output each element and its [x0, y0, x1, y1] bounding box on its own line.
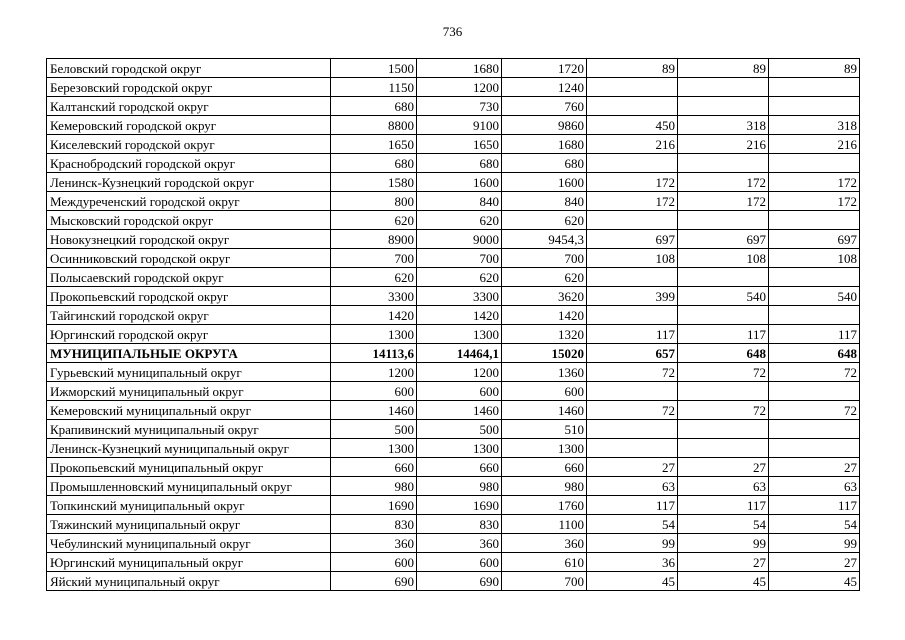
value-cell-v5: 172: [678, 192, 769, 211]
value-cell-v3: 3620: [502, 287, 587, 306]
value-cell-v6: 99: [769, 534, 860, 553]
value-cell-v6: 108: [769, 249, 860, 268]
value-cell-v1: 700: [331, 249, 417, 268]
row-name-cell: Прокопьевский муниципальный округ: [47, 458, 331, 477]
value-cell-v6: 697: [769, 230, 860, 249]
row-name-cell: Новокузнецкий городской округ: [47, 230, 331, 249]
row-name-cell: Киселевский городской округ: [47, 135, 331, 154]
value-cell-v1: 600: [331, 382, 417, 401]
value-cell-v6: [769, 420, 860, 439]
table-row: [47, 401, 860, 420]
row-name-cell: Гурьевский муниципальный округ: [47, 363, 331, 382]
value-cell-v2: 1200: [417, 78, 502, 97]
value-cell-v2: 730: [417, 97, 502, 116]
value-cell-v3: 9454,3: [502, 230, 587, 249]
value-cell-v1: 660: [331, 458, 417, 477]
value-cell-v4: 72: [587, 363, 678, 382]
value-cell-v4: [587, 78, 678, 97]
value-cell-v6: 216: [769, 135, 860, 154]
value-cell-v1: 980: [331, 477, 417, 496]
value-cell-v4: [587, 154, 678, 173]
value-cell-v6: 89: [769, 59, 860, 78]
value-cell-v3: 1680: [502, 135, 587, 154]
value-cell-v4: 657: [587, 344, 678, 363]
table-row: [47, 249, 860, 268]
value-cell-v2: 1420: [417, 306, 502, 325]
table-row: [47, 97, 860, 116]
value-cell-v1: 3300: [331, 287, 417, 306]
value-cell-v1: 1650: [331, 135, 417, 154]
table-row: [47, 173, 860, 192]
value-cell-v1: 1500: [331, 59, 417, 78]
data-table: [46, 58, 860, 591]
value-cell-v2: 600: [417, 382, 502, 401]
row-name-cell: Промышленновский муниципальный округ: [47, 477, 331, 496]
value-cell-v3: 680: [502, 154, 587, 173]
value-cell-v5: 216: [678, 135, 769, 154]
row-name-cell: Тяжинский муниципальный округ: [47, 515, 331, 534]
value-cell-v4: 450: [587, 116, 678, 135]
value-cell-v2: 690: [417, 572, 502, 591]
value-cell-v4: [587, 97, 678, 116]
value-cell-v3: 1320: [502, 325, 587, 344]
row-name-cell: Полысаевский городской округ: [47, 268, 331, 287]
value-cell-v6: [769, 268, 860, 287]
value-cell-v5: [678, 382, 769, 401]
value-cell-v1: 1200: [331, 363, 417, 382]
value-cell-v4: [587, 420, 678, 439]
value-cell-v2: 700: [417, 249, 502, 268]
value-cell-v5: 54: [678, 515, 769, 534]
row-name-cell: Краснобродский городской округ: [47, 154, 331, 173]
value-cell-v2: 1690: [417, 496, 502, 515]
value-cell-v3: 15020: [502, 344, 587, 363]
value-cell-v3: 1720: [502, 59, 587, 78]
value-cell-v5: 318: [678, 116, 769, 135]
value-cell-v3: 1600: [502, 173, 587, 192]
value-cell-v3: 1460: [502, 401, 587, 420]
value-cell-v2: 840: [417, 192, 502, 211]
value-cell-v1: 620: [331, 268, 417, 287]
value-cell-v2: 620: [417, 211, 502, 230]
value-cell-v4: 216: [587, 135, 678, 154]
table-row: [47, 496, 860, 515]
value-cell-v4: 172: [587, 192, 678, 211]
value-cell-v5: 63: [678, 477, 769, 496]
value-cell-v3: 660: [502, 458, 587, 477]
value-cell-v5: [678, 154, 769, 173]
table-row: [47, 515, 860, 534]
value-cell-v1: 14113,6: [331, 344, 417, 363]
value-cell-v1: 1580: [331, 173, 417, 192]
value-cell-v6: [769, 382, 860, 401]
value-cell-v5: [678, 268, 769, 287]
table-row: [47, 572, 860, 591]
value-cell-v4: 172: [587, 173, 678, 192]
value-cell-v4: 63: [587, 477, 678, 496]
value-cell-v2: 9100: [417, 116, 502, 135]
value-cell-v1: 1420: [331, 306, 417, 325]
value-cell-v3: 600: [502, 382, 587, 401]
value-cell-v2: 600: [417, 553, 502, 572]
value-cell-v2: 1600: [417, 173, 502, 192]
value-cell-v4: 117: [587, 496, 678, 515]
value-cell-v3: 700: [502, 572, 587, 591]
value-cell-v3: 840: [502, 192, 587, 211]
value-cell-v3: 1300: [502, 439, 587, 458]
value-cell-v1: 830: [331, 515, 417, 534]
value-cell-v2: 3300: [417, 287, 502, 306]
value-cell-v6: [769, 78, 860, 97]
value-cell-v2: 620: [417, 268, 502, 287]
value-cell-v5: [678, 211, 769, 230]
value-cell-v6: 172: [769, 173, 860, 192]
row-name-cell: Крапивинский муниципальный округ: [47, 420, 331, 439]
value-cell-v2: 9000: [417, 230, 502, 249]
value-cell-v1: 600: [331, 553, 417, 572]
value-cell-v6: 117: [769, 325, 860, 344]
table-row: [47, 211, 860, 230]
table-row: [47, 78, 860, 97]
table-row: [47, 59, 860, 78]
value-cell-v4: [587, 439, 678, 458]
row-name-cell: Березовский городской округ: [47, 78, 331, 97]
value-cell-v6: 117: [769, 496, 860, 515]
table-row: [47, 439, 860, 458]
table-row: [47, 135, 860, 154]
value-cell-v2: 680: [417, 154, 502, 173]
table-row: [47, 192, 860, 211]
value-cell-v2: 980: [417, 477, 502, 496]
value-cell-v5: [678, 78, 769, 97]
value-cell-v2: 1300: [417, 439, 502, 458]
table-row: [47, 363, 860, 382]
row-name-cell: Топкинский муниципальный округ: [47, 496, 331, 515]
value-cell-v4: 697: [587, 230, 678, 249]
value-cell-v6: [769, 97, 860, 116]
row-name-cell: Прокопьевский городской округ: [47, 287, 331, 306]
value-cell-v5: 72: [678, 363, 769, 382]
table-row: [47, 230, 860, 249]
value-cell-v3: 980: [502, 477, 587, 496]
row-name-cell: Тайгинский городской округ: [47, 306, 331, 325]
value-cell-v6: 540: [769, 287, 860, 306]
value-cell-v1: 1690: [331, 496, 417, 515]
value-cell-v1: 8900: [331, 230, 417, 249]
value-cell-v5: 117: [678, 325, 769, 344]
table-row: [47, 287, 860, 306]
table-row: [47, 382, 860, 401]
row-name-cell: Кемеровский муниципальный округ: [47, 401, 331, 420]
value-cell-v4: 54: [587, 515, 678, 534]
value-cell-v6: 318: [769, 116, 860, 135]
table-row: [47, 116, 860, 135]
value-cell-v4: 27: [587, 458, 678, 477]
table-row: [47, 458, 860, 477]
value-cell-v6: 45: [769, 572, 860, 591]
value-cell-v4: [587, 211, 678, 230]
value-cell-v6: 63: [769, 477, 860, 496]
value-cell-v3: 1240: [502, 78, 587, 97]
table-row: [47, 325, 860, 344]
value-cell-v5: [678, 306, 769, 325]
value-cell-v5: [678, 97, 769, 116]
table-row: [47, 477, 860, 496]
value-cell-v3: 1420: [502, 306, 587, 325]
value-cell-v6: [769, 306, 860, 325]
value-cell-v4: 72: [587, 401, 678, 420]
row-name-cell: Кемеровский городской округ: [47, 116, 331, 135]
value-cell-v1: 620: [331, 211, 417, 230]
value-cell-v6: [769, 439, 860, 458]
row-name-cell: Ижморский муниципальный округ: [47, 382, 331, 401]
page-number: 736: [442, 24, 463, 39]
value-cell-v6: 172: [769, 192, 860, 211]
table-row: [47, 553, 860, 572]
value-cell-v1: 690: [331, 572, 417, 591]
value-cell-v4: 108: [587, 249, 678, 268]
value-cell-v3: 610: [502, 553, 587, 572]
value-cell-v1: 1150: [331, 78, 417, 97]
value-cell-v6: 54: [769, 515, 860, 534]
value-cell-v4: 99: [587, 534, 678, 553]
value-cell-v1: 1460: [331, 401, 417, 420]
value-cell-v3: 360: [502, 534, 587, 553]
value-cell-v2: 500: [417, 420, 502, 439]
row-name-cell: Мысковский городской округ: [47, 211, 331, 230]
row-name-cell: Осинниковский городской округ: [47, 249, 331, 268]
value-cell-v5: 697: [678, 230, 769, 249]
value-cell-v3: 9860: [502, 116, 587, 135]
value-cell-v5: 108: [678, 249, 769, 268]
value-cell-v5: 540: [678, 287, 769, 306]
value-cell-v6: 27: [769, 458, 860, 477]
value-cell-v1: 360: [331, 534, 417, 553]
row-name-cell: Юргинский муниципальный округ: [47, 553, 331, 572]
value-cell-v2: 1300: [417, 325, 502, 344]
value-cell-v5: 89: [678, 59, 769, 78]
value-cell-v4: [587, 268, 678, 287]
value-cell-v5: 27: [678, 553, 769, 572]
value-cell-v3: 620: [502, 268, 587, 287]
table-row: [47, 268, 860, 287]
value-cell-v4: 89: [587, 59, 678, 78]
value-cell-v2: 660: [417, 458, 502, 477]
value-cell-v6: 72: [769, 401, 860, 420]
value-cell-v3: 620: [502, 211, 587, 230]
value-cell-v2: 1680: [417, 59, 502, 78]
value-cell-v5: [678, 439, 769, 458]
value-cell-v5: 172: [678, 173, 769, 192]
value-cell-v4: [587, 306, 678, 325]
value-cell-v2: 360: [417, 534, 502, 553]
value-cell-v1: 680: [331, 154, 417, 173]
value-cell-v5: 72: [678, 401, 769, 420]
row-name-cell: Юргинский городской округ: [47, 325, 331, 344]
value-cell-v5: 27: [678, 458, 769, 477]
value-cell-v5: 99: [678, 534, 769, 553]
value-cell-v4: 36: [587, 553, 678, 572]
value-cell-v3: 700: [502, 249, 587, 268]
row-name-cell: Междуреченский городской округ: [47, 192, 331, 211]
table-body: [47, 59, 860, 591]
row-name-cell: Ленинск-Кузнецкий городской округ: [47, 173, 331, 192]
value-cell-v4: [587, 382, 678, 401]
value-cell-v6: 27: [769, 553, 860, 572]
value-cell-v1: 8800: [331, 116, 417, 135]
row-name-cell: Чебулинский муниципальный округ: [47, 534, 331, 553]
table-row: [47, 534, 860, 553]
table-row: [47, 154, 860, 173]
value-cell-v4: 117: [587, 325, 678, 344]
value-cell-v5: 648: [678, 344, 769, 363]
value-cell-v6: 72: [769, 363, 860, 382]
value-cell-v3: 760: [502, 97, 587, 116]
value-cell-v2: 830: [417, 515, 502, 534]
value-cell-v1: 1300: [331, 439, 417, 458]
value-cell-v2: 1650: [417, 135, 502, 154]
table-row: [47, 344, 860, 363]
value-cell-v3: 510: [502, 420, 587, 439]
value-cell-v1: 500: [331, 420, 417, 439]
value-cell-v4: 399: [587, 287, 678, 306]
value-cell-v5: [678, 420, 769, 439]
value-cell-v3: 1100: [502, 515, 587, 534]
value-cell-v5: 45: [678, 572, 769, 591]
value-cell-v6: [769, 211, 860, 230]
value-cell-v4: 45: [587, 572, 678, 591]
value-cell-v2: 1200: [417, 363, 502, 382]
table-row: [47, 420, 860, 439]
value-cell-v1: 680: [331, 97, 417, 116]
row-name-cell: Беловский городской округ: [47, 59, 331, 78]
table-row: [47, 306, 860, 325]
value-cell-v3: 1760: [502, 496, 587, 515]
value-cell-v3: 1360: [502, 363, 587, 382]
value-cell-v5: 117: [678, 496, 769, 515]
value-cell-v6: [769, 154, 860, 173]
value-cell-v1: 800: [331, 192, 417, 211]
row-name-cell: Ленинск-Кузнецкий муниципальный округ: [47, 439, 331, 458]
row-name-cell: Яйский муниципальный округ: [47, 572, 331, 591]
value-cell-v6: 648: [769, 344, 860, 363]
row-name-cell: Калтанский городской округ: [47, 97, 331, 116]
value-cell-v1: 1300: [331, 325, 417, 344]
value-cell-v2: 14464,1: [417, 344, 502, 363]
value-cell-v2: 1460: [417, 401, 502, 420]
row-name-cell: МУНИЦИПАЛЬНЫЕ ОКРУГА: [47, 344, 331, 363]
